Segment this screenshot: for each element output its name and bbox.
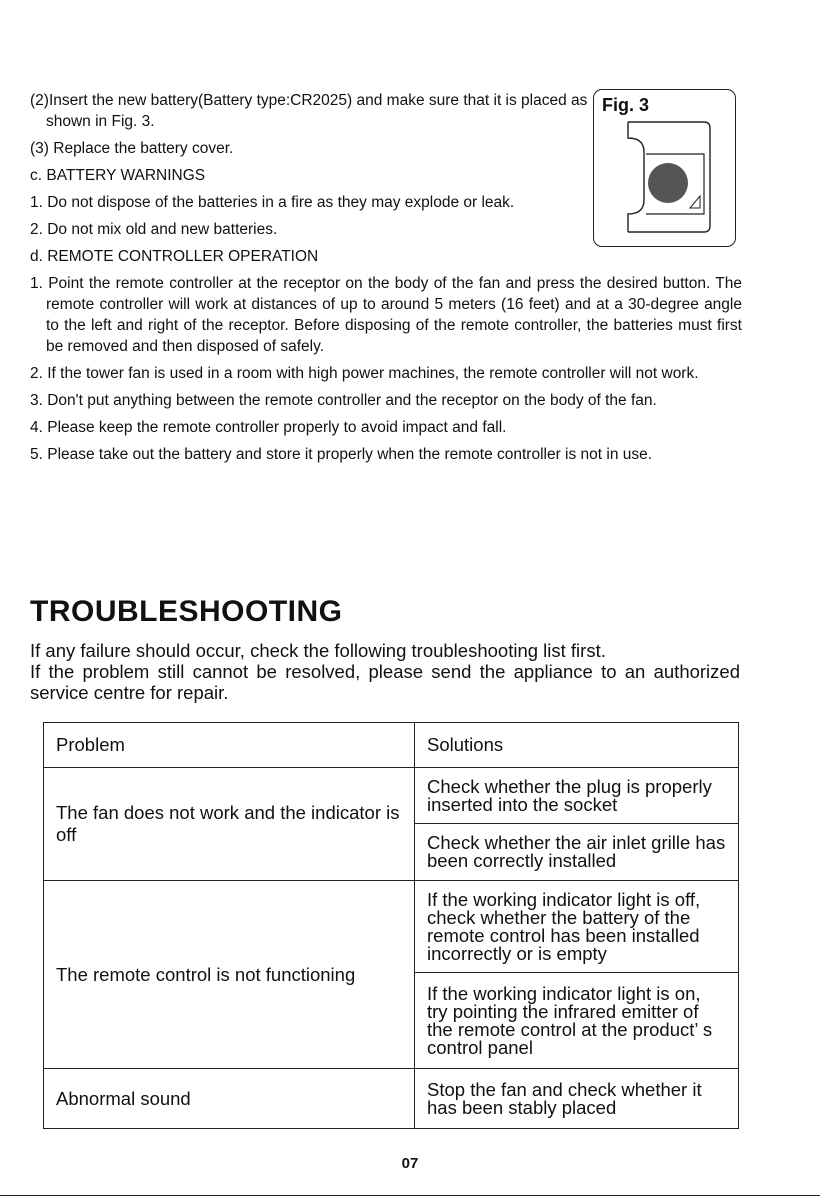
- header-solutions: Solutions: [415, 723, 739, 768]
- troubleshooting-table: [43, 722, 739, 1129]
- solution-cell: Stop the fan and check whether it has been stably placed: [415, 1069, 739, 1129]
- troubleshooting-intro: [30, 640, 740, 703]
- solution-cell: If the working indicator light is off, check whether the battery of the remote control has been installed incorrectly or is empty: [415, 881, 739, 973]
- battery-compartment-icon: [594, 90, 737, 248]
- problem-cell: The remote control is not functioning: [44, 881, 415, 1069]
- problem-cell: Abnormal sound: [44, 1069, 415, 1129]
- remote-item-5: 5. Please take out the battery and store it properly when the remote controller is not in use.: [30, 446, 653, 463]
- battery-warning-2: 2. Do not mix old and new batteries.: [30, 221, 278, 238]
- remote-item-2: 2. If the tower fan is used in a room with high power machines, the remote controller will not work.: [30, 365, 699, 382]
- intro-line-1: If any failure should occur, check the following troubleshooting list first.: [30, 640, 606, 661]
- solution-cell: Check whether the air inlet grille has been correctly installed: [415, 824, 739, 881]
- troubleshooting-heading: TROUBLESHOOTING: [30, 595, 343, 628]
- battery-step-2: (2)Insert the new battery(Battery type:CR2025) and make sure that it is placed as shown in Fig. 3.: [30, 92, 588, 130]
- problem-cell: The fan does not work and the indicator is off: [44, 768, 415, 881]
- solution-cell: Check whether the plug is properly inserted into the socket: [415, 768, 739, 824]
- table-row: [44, 1069, 739, 1129]
- figure-label: Fig. 3: [602, 95, 650, 115]
- table-header-row: [44, 723, 739, 768]
- remote-item-4: 4. Please keep the remote controller properly to avoid impact and fall.: [30, 419, 507, 436]
- page-number: 07: [401, 1155, 419, 1172]
- table-row: [44, 768, 739, 824]
- battery-warning-1: 1. Do not dispose of the batteries in a fire as they may explode or leak.: [30, 194, 515, 211]
- intro-line-2: If the problem still cannot be resolved, please send the appliance to an authorized service centre for repair.: [30, 661, 740, 703]
- battery-step-3: (3) Replace the battery cover.: [30, 140, 234, 157]
- remote-item-1: 1. Point the remote controller at the receptor on the body of the fan and press the desired button. The remote controller will work at distances of up to around 5 meters (16 feet) and at a 30-degree angle to the left and right of the receptor. Before disposing of the remote controller, the batteries must first be removed and then disposed of safely.: [30, 275, 742, 355]
- solution-cell: If the working indicator light is on, try pointing the infrared emitter of the remote control at the product’ s control panel: [415, 973, 739, 1069]
- remote-item-3: 3. Don't put anything between the remote controller and the receptor on the body of the fan.: [30, 392, 657, 409]
- header-problem: Problem: [44, 723, 415, 768]
- battery-figure: [593, 89, 736, 247]
- remote-operation-title: d. REMOTE CONTROLLER OPERATION: [30, 248, 319, 265]
- table-row: [44, 881, 739, 973]
- bottom-divider: [0, 1195, 820, 1196]
- battery-warnings-title: c. BATTERY WARNINGS: [30, 167, 206, 184]
